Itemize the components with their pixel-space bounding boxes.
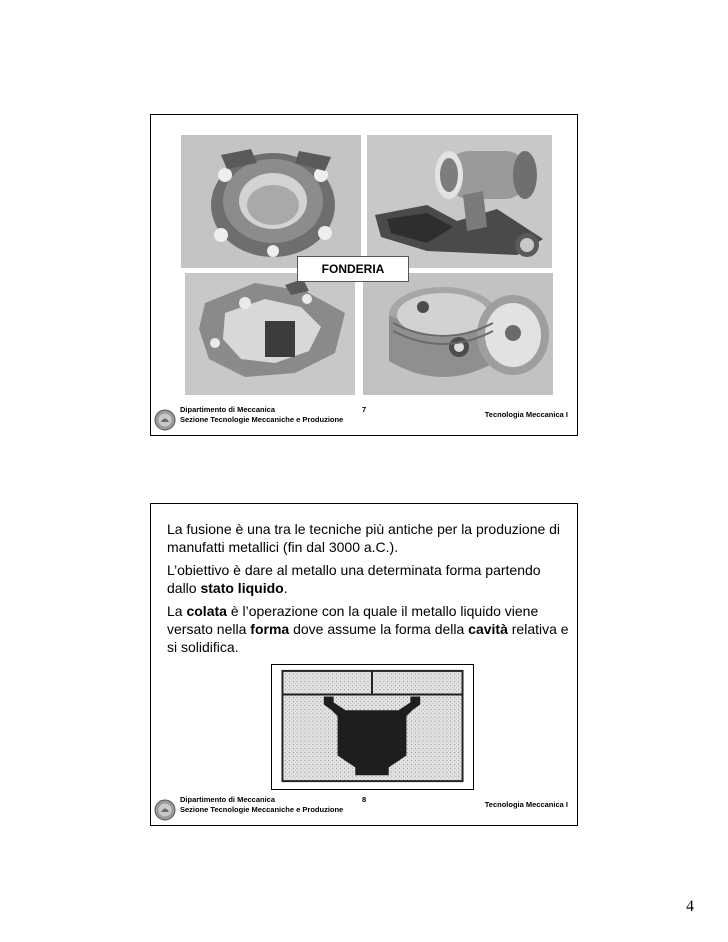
paragraph-2 [167,561,571,597]
piston-image [363,273,553,395]
term-stato-liquido: stato liquido [200,580,284,596]
course-name: Tecnologia Meccanica I [484,800,568,809]
gearbox-housing-image [367,135,552,268]
term-forma: forma [250,621,290,637]
gearbox-housing-photo [367,135,552,268]
department-name: Dipartimento di Meccanica [180,405,276,414]
paragraph-3-text-2: è l’operazione con la quale il metallo liquido viene versato nella [167,603,539,637]
paragraph-3-text-4: relativa e si solidifica. [167,621,569,655]
slide-footer [151,791,577,825]
paragraph-2-end: . [283,580,288,596]
department-name: Dipartimento di Meccanica [180,795,276,804]
paragraph-3-text-3: dove assume la forma della [289,621,469,637]
piston-photo [363,273,553,395]
paragraph-2-text: L’obiettivo è dare al metallo una determinata forma partendo dallo [167,562,541,596]
term-cavita: cavità [468,621,508,637]
department-label [180,405,343,425]
section-name: Sezione Tecnologie Meccaniche e Produzione [180,805,344,814]
engine-bracket-image [185,273,355,395]
department-label [180,795,343,815]
university-seal-icon [154,409,176,431]
slide-number: 7 [362,405,367,414]
slide-body-text [167,520,571,661]
slide-8 [150,503,578,826]
university-seal-icon [154,799,176,821]
paragraph-1: La fusione è una tra le tecniche più antiche per la produzione di manufatti metallici (fin dal 3000 a.C.). [167,521,561,555]
term-colata: colata [186,603,227,619]
slide-number: 8 [362,795,367,804]
slide-footer [151,401,577,435]
page-number: 4 [686,898,694,915]
paragraph-3 [167,602,571,656]
engine-bracket-photo [185,273,355,395]
paragraph-3-text-1: La [167,603,187,619]
slide-7 [150,114,578,436]
course-name: Tecnologia Meccanica I [484,410,568,419]
sand-mold-cross-section-image [272,665,473,789]
motor-housing-photo [181,135,361,268]
slide-title: FONDERIA [297,256,409,282]
motor-housing-image [181,135,361,268]
section-name: Sezione Tecnologie Meccaniche e Produzione [180,415,344,424]
casting-mold-diagram [271,664,474,790]
